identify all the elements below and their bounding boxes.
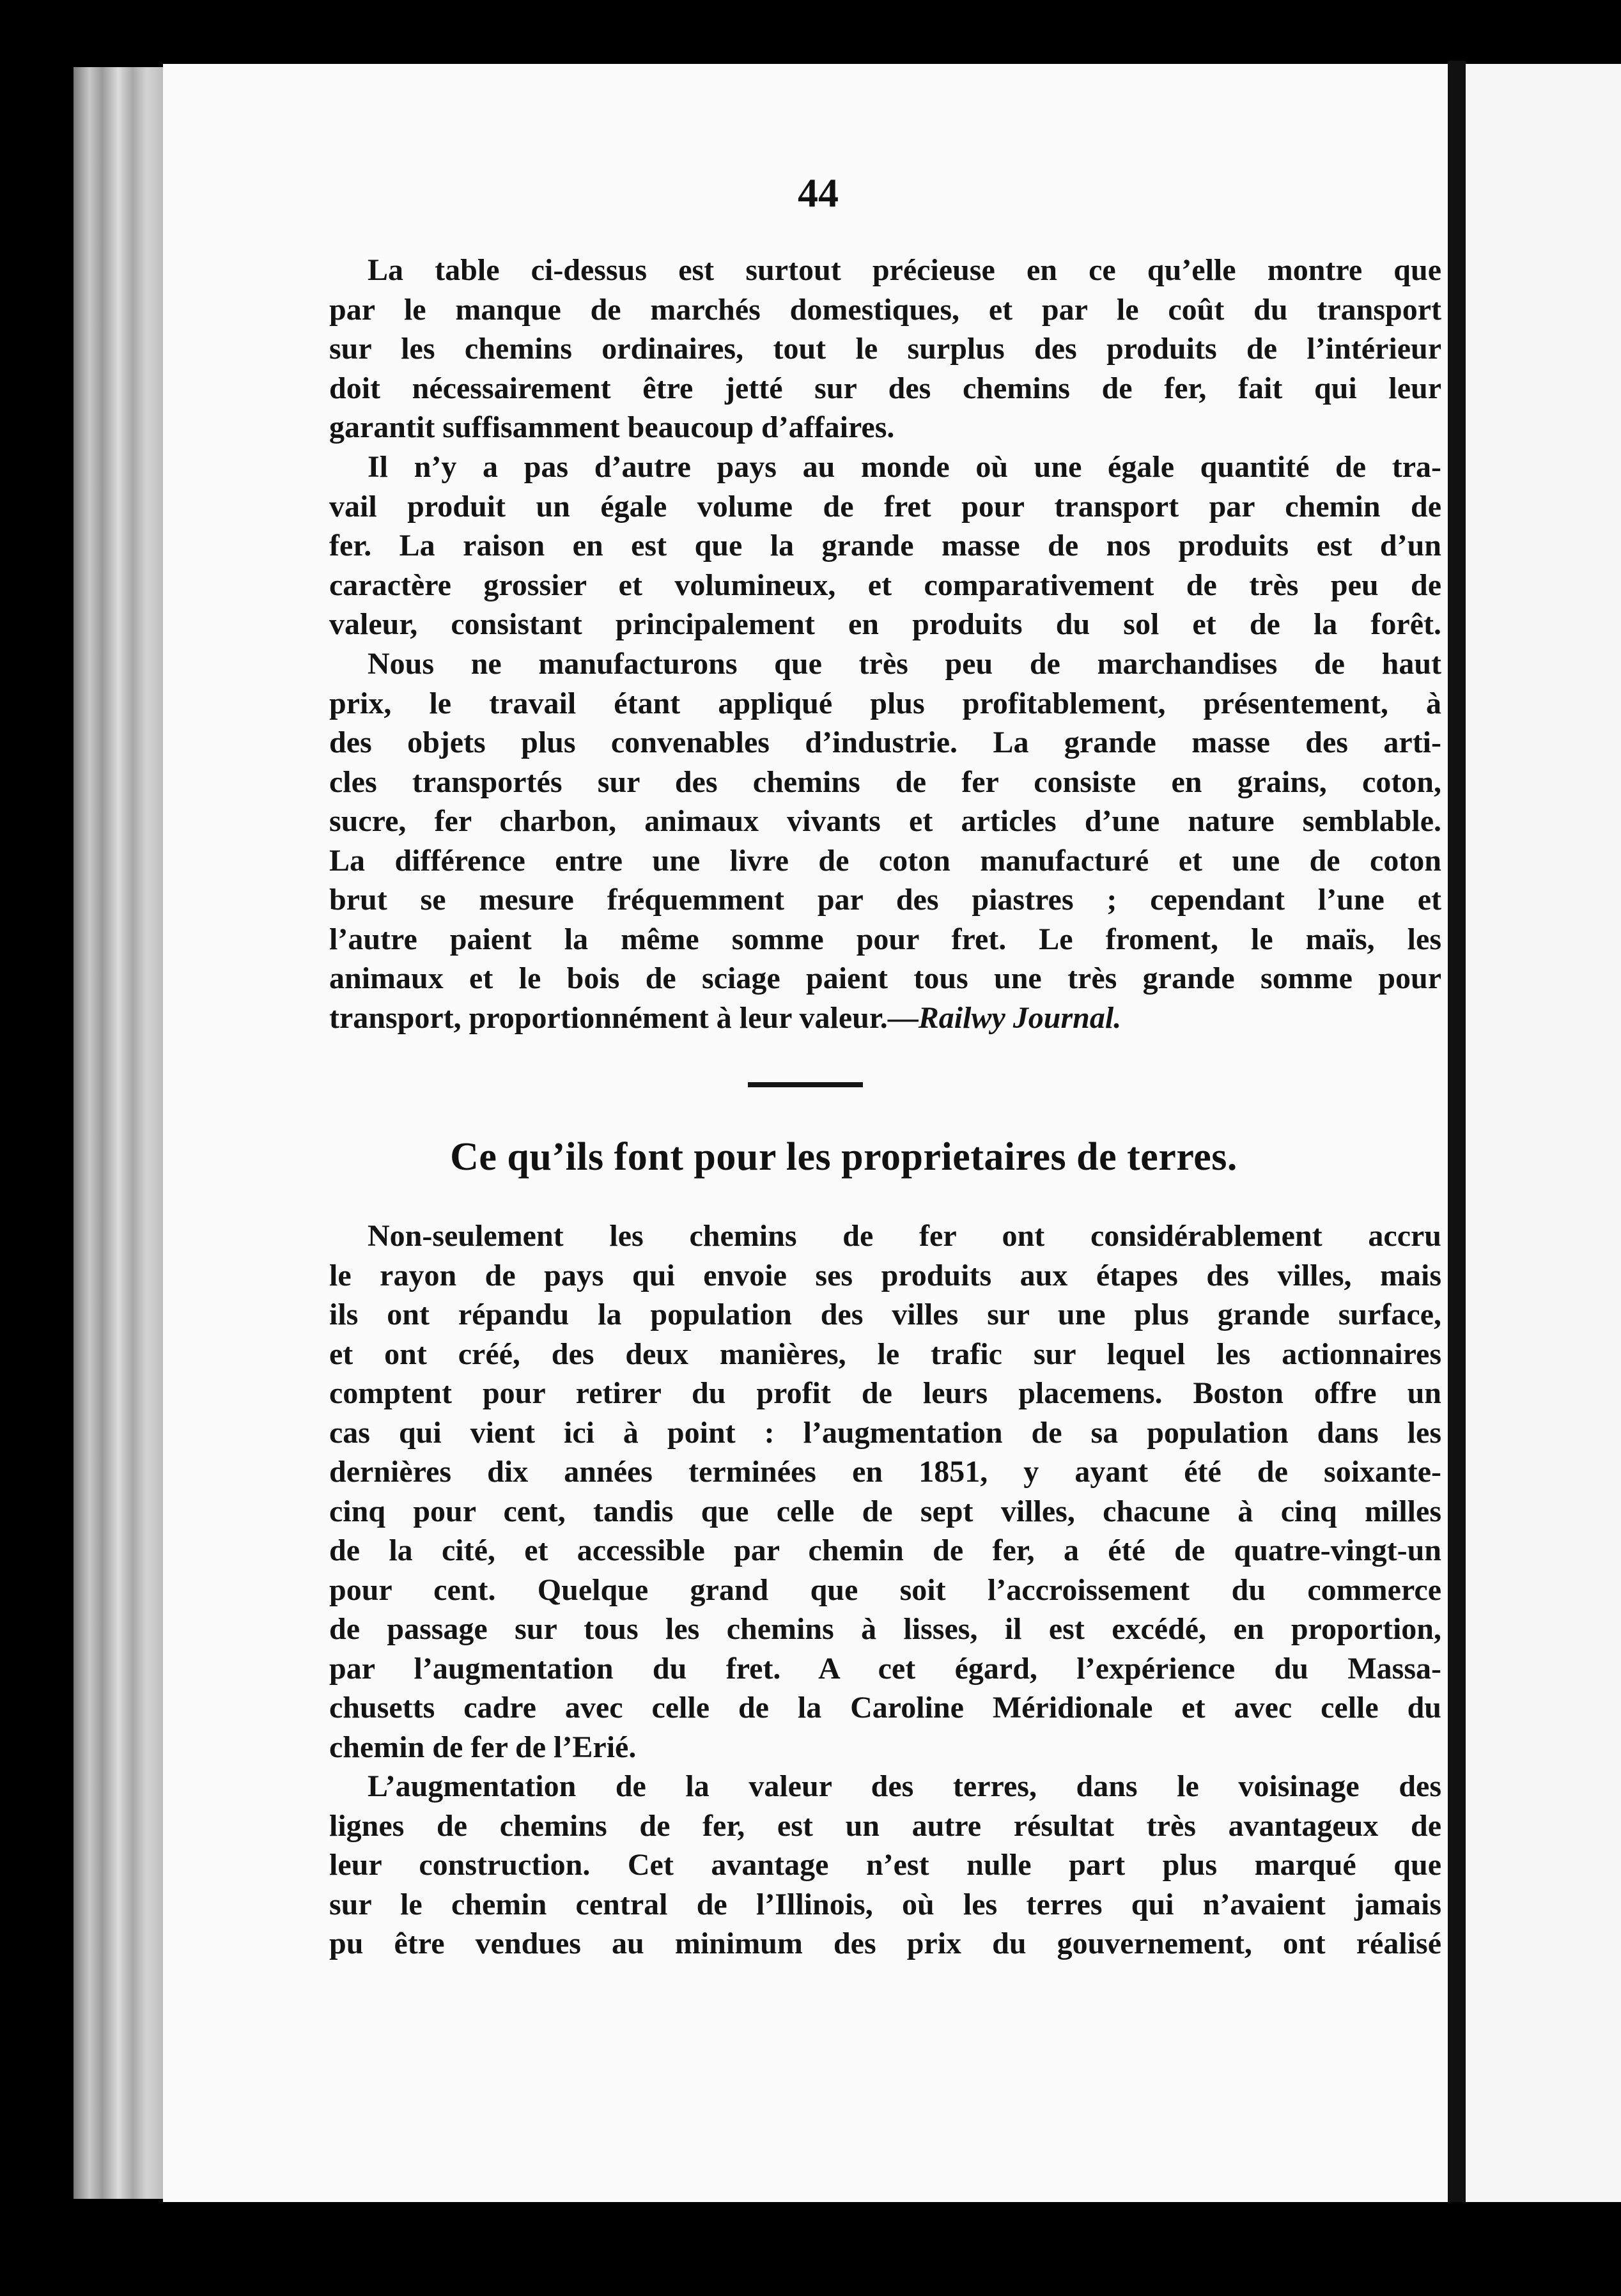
- text-line: fer. La raison en est que la grande masse de nos produits est d’un: [329, 529, 1441, 562]
- text-line: caractère grossier et volumineux, et comparativement de très peu de: [329, 568, 1441, 602]
- page-content: [163, 64, 1448, 2202]
- text-line: garantit suffisamment beaucoup d’affaires.: [329, 410, 895, 444]
- section-divider: [748, 1082, 863, 1087]
- text-line: l’autre paient la même somme pour fret. Le froment, le maïs, les: [329, 922, 1441, 956]
- text-line: Non-seulement les chemins de fer ont considérablement accru: [368, 1219, 1441, 1253]
- text-line: La différence entre une livre de coton manufacturé et une de coton: [329, 843, 1441, 878]
- text-line: des objets plus convenables d’industrie. La grande masse des arti-: [329, 725, 1441, 759]
- text-line: de la cité, et accessible par chemin de fer, a été de quatre-vingt-un: [329, 1533, 1441, 1567]
- page-number: 44: [798, 170, 839, 215]
- text-line: prix, le travail étant appliqué plus profitablement, présentement, à: [329, 686, 1441, 720]
- section-heading: Ce qu’ils font pour les proprietaires de terres.: [450, 1135, 1237, 1179]
- paragraph-3: [329, 644, 1441, 1037]
- text-line: leur construction. Cet avantage n’est nulle part plus marqué que: [329, 1848, 1441, 1882]
- text-line: brut se mesure fréquemment par des piastres ; cependant l’une et: [329, 883, 1441, 917]
- text-line: chemin de fer de l’Erié.: [329, 1730, 637, 1764]
- paragraph-2: [329, 447, 1441, 644]
- text-line: cas qui vient ici à point : l’augmentation de sa population dans les: [329, 1415, 1441, 1450]
- text-line: pu être vendues au minimum des prix du gouvernement, ont réalisé: [329, 1927, 1441, 1960]
- text-line: valeur, consistant principalement en produits du sol et de la forêt.: [329, 607, 1441, 641]
- text-line: lignes de chemins de fer, est un autre résultat très avantageux de: [329, 1808, 1441, 1843]
- page-stack-edge: [74, 67, 163, 2199]
- text-line: cinq pour cent, tandis que celle de sept villes, chacune à cinq milles: [329, 1494, 1441, 1528]
- source-citation: Railwy Journal.: [918, 1000, 1122, 1035]
- last-line-text: transport, proportionnément à leur valeur.—: [329, 1000, 919, 1035]
- text-line: dernières dix années terminées en 1851, y ayant été de soixante-: [329, 1455, 1441, 1489]
- paragraph-4: [329, 1216, 1441, 1767]
- text-line: et ont créé, des deux manières, le trafic sur lequel les actionnaires: [329, 1337, 1441, 1371]
- text-line: Il n’y a pas d’autre pays au monde où une égale quantité de tra-: [368, 450, 1441, 484]
- text-line: par l’augmentation du fret. A cet égard, l’expérience du Massa-: [329, 1651, 1441, 1686]
- text-line: vail produit un égale volume de fret pour transport par chemin de: [329, 489, 1441, 524]
- facing-page-edge: [1466, 64, 1621, 2202]
- text-line: L’augmentation de la valeur des terres, dans le voisinage des: [368, 1769, 1441, 1803]
- text-line: par le manque de marchés domestiques, et par le coût du transport: [329, 292, 1441, 327]
- text-line: doit nécessairement être jetté sur des chemins de fer, fait qui leur: [329, 371, 1441, 405]
- page-gutter: [1448, 61, 1466, 2202]
- text-line: de passage sur tous les chemins à lisses, il est excédé, en proportion,: [329, 1612, 1441, 1646]
- text-line: chusetts cadre avec celle de la Caroline Méridionale et avec celle du: [329, 1691, 1441, 1725]
- text-line: ils ont répandu la population des villes sur une plus grande surface,: [329, 1298, 1441, 1331]
- text-line: pour cent. Quelque grand que soit l’accroissement du commerce: [329, 1572, 1441, 1607]
- paragraph-5: [329, 1767, 1441, 1964]
- paragraph-1: [329, 251, 1441, 447]
- text-line: Nous ne manufacturons que très peu de marchandises de haut: [368, 647, 1441, 681]
- text-line: sur le chemin central de l’Illinois, où les terres qui n’avaient jamais: [329, 1887, 1441, 1921]
- text-line: le rayon de pays qui envoie ses produits aux étapes des villes, mais: [329, 1258, 1441, 1292]
- text-line-source: [329, 998, 1441, 1038]
- text-line: La table ci-dessus est surtout précieuse en ce qu’elle montre que: [368, 253, 1441, 287]
- text-line: cles transportés sur des chemins de fer consiste en grains, coton,: [329, 764, 1441, 799]
- text-line: sur les chemins ordinaires, tout le surplus des produits de l’intérieur: [329, 332, 1441, 366]
- text-line: animaux et le bois de sciage paient tous une très grande somme pour: [329, 961, 1441, 995]
- text-line: comptent pour retirer du profit de leurs placemens. Boston offre un: [329, 1376, 1441, 1410]
- text-line: sucre, fer charbon, animaux vivants et articles d’une nature semblable.: [329, 804, 1441, 838]
